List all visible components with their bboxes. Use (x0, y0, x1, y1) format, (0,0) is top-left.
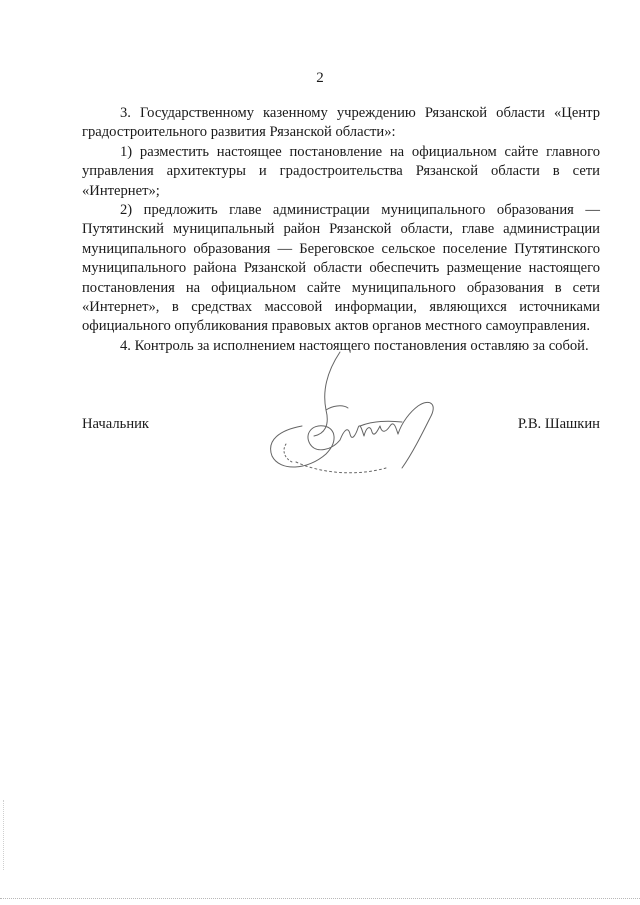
paragraph-item-4: 4. Контроль за исполнением настоящего постановления оставляю за собой. (120, 337, 589, 354)
document-body (82, 104, 600, 356)
signature-block (82, 416, 600, 440)
scan-edge-specks (3, 800, 6, 870)
page-number: 2 (316, 70, 324, 86)
scan-bottom-edge (0, 898, 640, 899)
paragraph-subitem-2: 2) предложить главе администрации муниципального образования — Путятинский муниципальный район Рязанской области, главе администрации муниципального образования — Береговское сельское поселение Путятинского муниципального района Рязанской области обеспечить размещение настоящего постановления на официальном сайте муниципального образования в сети «Интернет», в средствах массовой информации, являющихся источниками официального опубликования правовых актов органов местного самоуправления. (82, 202, 600, 335)
signatory-name: Р.В. Шашкин (517, 416, 600, 432)
paragraph-subitem-1: 1) разместить настоящее постановление на официальном сайте главного управления архитектуры и градостроительства Рязанской области в сети «Интернет»; (82, 143, 600, 199)
signatory-title: Начальник (82, 416, 150, 432)
paragraph-item-3: 3. Государственному казенному учреждению Рязанской области «Центр градостроительного развития Рязанской области»: (82, 105, 600, 141)
handwritten-signature (262, 330, 452, 480)
